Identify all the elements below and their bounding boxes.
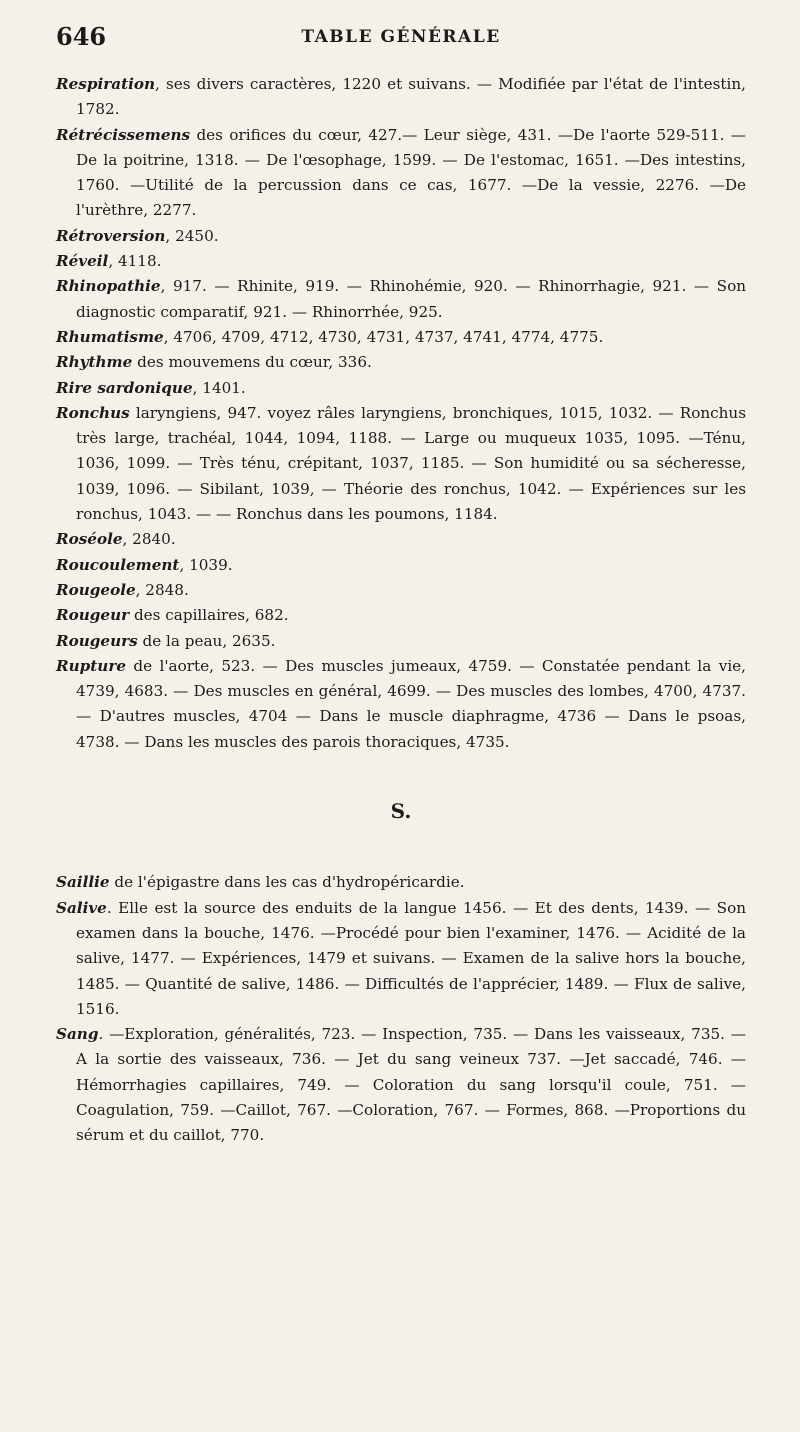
- index-term: Rétrécissemens: [56, 125, 191, 144]
- index-term: Salive: [56, 898, 107, 917]
- index-references: , 2450.: [165, 226, 219, 245]
- index-entry: [56, 527, 746, 552]
- index-references: , 2840.: [122, 530, 176, 549]
- index-term: Ronchus: [56, 403, 130, 422]
- index-term: Rire sardonique: [56, 378, 193, 397]
- index-entry: [56, 603, 746, 628]
- running-title: TABLE GÉNÉRALE: [301, 27, 501, 47]
- index-term: Rhumatisme: [56, 327, 164, 346]
- index-entry: [56, 870, 746, 895]
- index-term: Rougeur: [56, 606, 130, 625]
- index-entry: [56, 274, 746, 325]
- index-entry: [56, 553, 746, 578]
- index-term: Rétroversion: [56, 226, 166, 245]
- index-references: , ses divers caractères, 1220 et suivans. — Modifiée par l'état de l'intestin, 1782.: [76, 75, 746, 119]
- index-references: laryngiens, 947. voyez râles laryngiens, bronchiques, 1015, 1032. — Ronchus très large, trachéal, 1044, 1094, 1188. — Large ou muqueux 1035, 1095. —Ténu, 1036, 1099. — Très ténu, crépitant, 1037, 1185. — Son humidité ou sa sécheresse, 1039, 1096. — Sibilant, 1039, — Théorie des ronchus, 1042. — Expériences sur les ronchus, 1043. — — Ronchus dans les poumons, 1184.: [76, 403, 746, 524]
- index-entry: [56, 1022, 746, 1148]
- index-term: Respiration: [56, 75, 156, 93]
- page-number: 646: [56, 22, 107, 51]
- index-references: , 4118.: [108, 252, 162, 271]
- index-body: [56, 72, 746, 1149]
- index-term: Rougeurs: [56, 631, 138, 650]
- index-term: Rupture: [56, 656, 127, 675]
- index-entry: [56, 376, 746, 401]
- index-entry: [56, 629, 746, 654]
- index-term: Roséole: [56, 530, 123, 549]
- index-term: Rhythme: [56, 353, 133, 372]
- index-references: , 4706, 4709, 4712, 4730, 4731, 4737, 4741, 4774, 4775.: [163, 327, 604, 346]
- index-term: Roucoulement: [56, 555, 180, 574]
- index-entry: [56, 249, 746, 274]
- index-references: , 1039.: [179, 555, 233, 574]
- index-term: Saillie: [56, 873, 110, 892]
- index-references: des capillaires, 682.: [129, 606, 289, 625]
- index-references: de l'aorte, 523. — Des muscles jumeaux, 4759. — Constatée pendant la vie, 4739, 4683. — Des muscles en général, 4699. — Des muscles des lombes, 4700, 4737. — D'autres muscles, 4704 — Dans le muscle diaphragme, 4736 — Dans le psoas, 4738. — Dans les muscles des parois thoraciques, 4735.: [76, 656, 746, 751]
- index-term: Rougeole: [56, 580, 136, 599]
- index-entries-r: [56, 72, 746, 755]
- index-entry: [56, 350, 746, 375]
- index-references: , 1401.: [192, 378, 246, 397]
- index-references: , 2848.: [135, 580, 189, 599]
- index-entry: [56, 325, 746, 350]
- index-references: . —Exploration, généralités, 723. — Inspection, 735. — Dans les vaisseaux, 735. — A la sortie des vaisseaux, 736. — Jet du sang veineux 737. —Jet saccadé, 746. —Hémorrhagies capillaires, 749. — Coloration du sang lorsqu'il coule, 751. —Coagulation, 759. —Caillot, 767. —Coloration, 767. — Formes, 868. —Proportions du sérum et du caillot, 770.: [76, 1025, 746, 1145]
- index-references: de l'épigastre dans les cas d'hydropéricardie.: [109, 873, 465, 892]
- index-references: des orifices du cœur, 427.— Leur siège, 431. —De l'aorte 529-511. —De la poitrine, 1318. — De l'œsophage, 1599. — De l'estomac, 1651. —Des intestins, 1760. —Utilité de la percussion dans ce cas, 1677. —De la vessie, 2276. —De l'urèthre, 2277.: [76, 125, 746, 220]
- index-entry: [56, 224, 746, 249]
- index-entry: [56, 896, 746, 1022]
- index-references: des mouvemens du cœur, 336.: [132, 353, 372, 372]
- index-entry: [56, 654, 746, 755]
- index-entries-s: [56, 870, 746, 1148]
- section-letter: S.: [390, 799, 412, 824]
- index-entry: [56, 401, 746, 527]
- index-references: . Elle est la source des enduits de la langue 1456. — Et des dents, 1439. — Son examen dans la bouche, 1476. —Procédé pour bien l'examiner, 1476. — Acidité de la salive, 1477. — Expériences, 1479 et suivans. — Examen de la salive hors la bouche, 1485. — Quantité de salive, 1486. — Difficultés de l'apprécier, 1489. — Flux de salive, 1516.: [76, 898, 746, 1018]
- index-entry: [56, 72, 746, 123]
- page-header: [56, 22, 746, 58]
- index-term: Sang: [56, 1025, 99, 1044]
- index-term: Rhinopathie: [56, 277, 161, 296]
- index-entry: [56, 123, 746, 224]
- index-references: , 917. — Rhinite, 919. — Rhinohémie, 920. — Rhinorrhagie, 921. — Son diagnostic comparatif, 921. — Rhinorrhée, 925.: [76, 277, 746, 321]
- index-entry: [56, 578, 746, 603]
- index-term: Réveil: [56, 252, 109, 271]
- index-references: de la peau, 2635.: [137, 631, 276, 650]
